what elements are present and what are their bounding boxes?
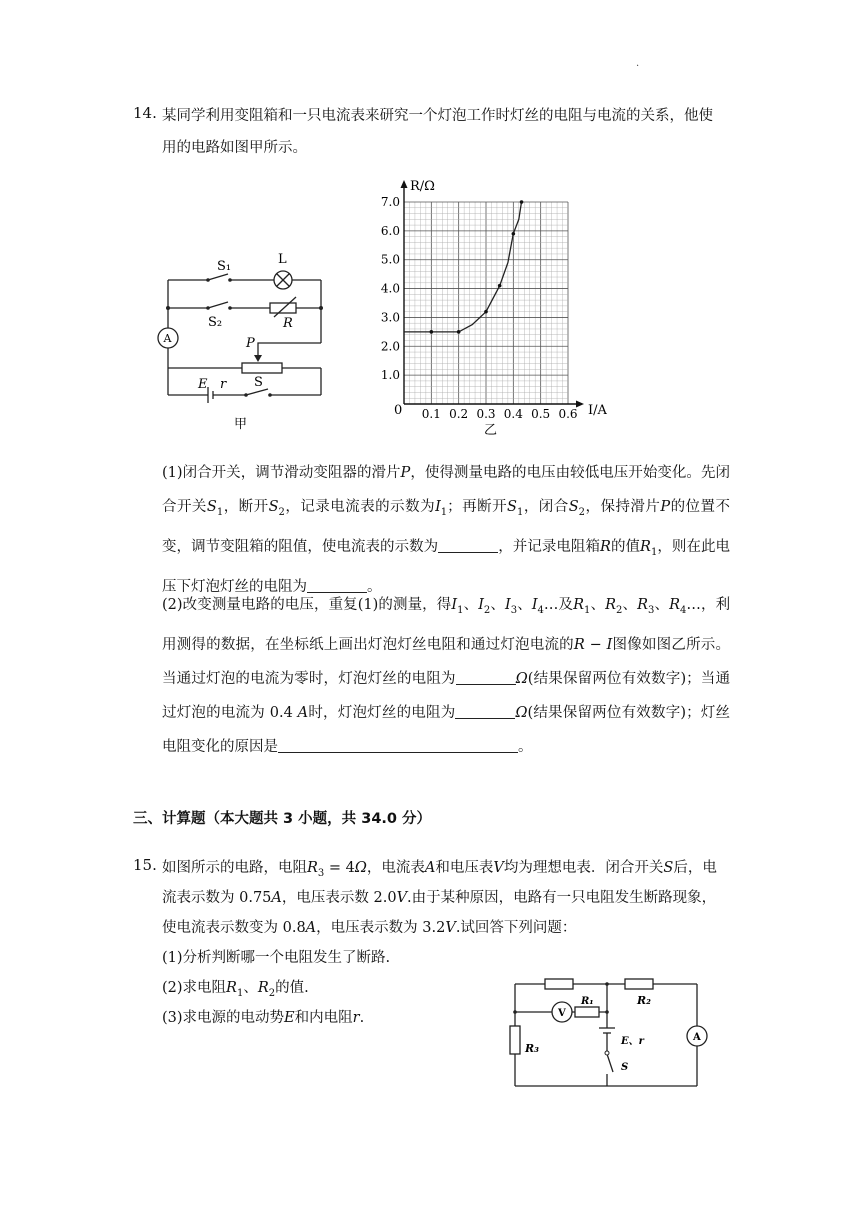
question-number-15: 15. — [133, 856, 157, 874]
label-s1: S₁ — [217, 259, 232, 274]
y-tick-label: 3.0 — [380, 310, 400, 325]
label-s2: S₂ — [208, 315, 223, 330]
chart-grid — [404, 202, 568, 404]
y-tick-label: 2.0 — [380, 339, 400, 354]
q15-sub1: (1)分析判断哪一个电阻发生了断路. — [162, 950, 391, 966]
q14-part1: (1)闭合开关，调节滑动变阻器的滑片P，使得测量电路的电压由较低电压开始变化。先闭合开关$S_1$，断开$S_2$，记录电流表的示数为$I_1$；再断开$S_1$，闭合$S_2$，保持滑片P的位置不变，调节变阻箱的阻值，使电流表的示数为 ，并记录电阻箱R的值$R_1$，则在此电压下灯泡灯丝的电阻为 。 — [162, 465, 731, 595]
q14-intro-line1: 某同学利用变阻箱和一只电流表来研究一个灯泡工作时灯丝的电阻与电流的关系，他使 — [162, 108, 713, 124]
data-point — [512, 232, 516, 236]
chart-series-line — [404, 202, 522, 332]
data-point — [498, 284, 502, 288]
data-point — [520, 200, 524, 204]
q15-sub3: (3)求电源的电动势E和内电阻r. — [162, 1010, 365, 1026]
label-e: E — [198, 377, 208, 392]
label-ammeter: A — [163, 332, 172, 345]
q15-line2: 流表示数为 0.75A，电压表示数 2.0V.由于某种原因，电路有一只电阻发生断路现象， — [162, 890, 717, 906]
q14-part2: (2)改变测量电路的电压，重复(1)的测量，得$I_1$、$I_2$、$I_3$、$I_4\dots$及$R_1$、$R_2$、$R_3$、$R_4\dots$，利用测得的数据，在坐标纸上画出灯泡灯丝电阻和通过灯泡电流的R − I图像如图乙所示。当通过灯泡的电流为零时，灯泡灯丝的电阻为 Ω(结果保留两位有效数字)；当通过灯泡的电流为 0.4 A时，灯泡灯丝的电阻为 Ω(结果保留两位有效数字)；灯丝电阻变化的原因是 。 — [162, 597, 731, 755]
label-s: S — [254, 375, 263, 390]
x-tick-label: 0.1 — [421, 407, 441, 421]
label-l: L — [278, 252, 287, 267]
chart-r-i — [372, 176, 612, 438]
label-r2: R₂ — [637, 994, 651, 1007]
y-tick-label: 5.0 — [380, 252, 400, 267]
y-axis-arrow — [401, 180, 408, 188]
label-voltmeter: V — [558, 1008, 566, 1019]
q14-intro-line2: 用的电路如图甲所示。 — [162, 140, 307, 156]
x-tick-label: 0.3 — [476, 407, 496, 421]
x-tick-label: 0.2 — [449, 407, 469, 421]
label-r1: R₁ — [581, 996, 594, 1007]
caption-jia: 甲 — [234, 417, 248, 432]
label-ammeter-q15: A — [693, 1032, 701, 1043]
label-s-q15: S — [621, 1062, 629, 1073]
x-tick-label: 0.4 — [503, 407, 523, 421]
label-p: P — [246, 336, 255, 351]
section-3-title: 三、计算题（本大题共 3 小题，共 34.0 分） — [133, 811, 432, 827]
chart-ylabel: R/Ω — [410, 179, 435, 194]
y-tick-label: 7.0 — [380, 195, 400, 209]
question-number-14: 14. — [133, 104, 157, 122]
y-tick-label: 6.0 — [380, 223, 400, 238]
y-tick-label: 1.0 — [380, 368, 400, 383]
label-r: R — [283, 316, 293, 331]
q15-line1: 如图所示的电路，电阻$R_3 = 4\Omega$，电流表A和电压表V均为理想电表．闭合开关S后，电 — [162, 860, 717, 879]
caption-yi: 乙 — [484, 423, 498, 438]
x-tick-label: 0.5 — [531, 407, 551, 421]
chart-ticks — [381, 195, 578, 421]
data-point — [484, 310, 488, 314]
label-r3: R₃ — [525, 1042, 539, 1055]
data-point — [430, 330, 434, 334]
chart-origin-label: 0 — [394, 403, 403, 418]
data-point — [457, 330, 461, 334]
circuit-diagram-q15 — [505, 972, 720, 1097]
chart-axes — [401, 180, 585, 408]
chart-points — [430, 200, 524, 333]
y-tick-label: 4.0 — [380, 281, 400, 296]
x-tick-label: 0.6 — [558, 407, 578, 421]
page-mark: . — [636, 58, 640, 69]
label-r-internal: r — [220, 377, 227, 392]
label-er: E、r — [621, 1036, 644, 1047]
circuit-diagram-jia — [150, 245, 340, 435]
q15-sub2: (2)求电阻$R_1$、$R_2$的值. — [162, 980, 309, 999]
q15-line3: 使电流表示数变为 0.8A，电压表示数为 3.2V.试回答下列问题： — [162, 920, 577, 936]
chart-xlabel: I/A — [588, 403, 607, 418]
